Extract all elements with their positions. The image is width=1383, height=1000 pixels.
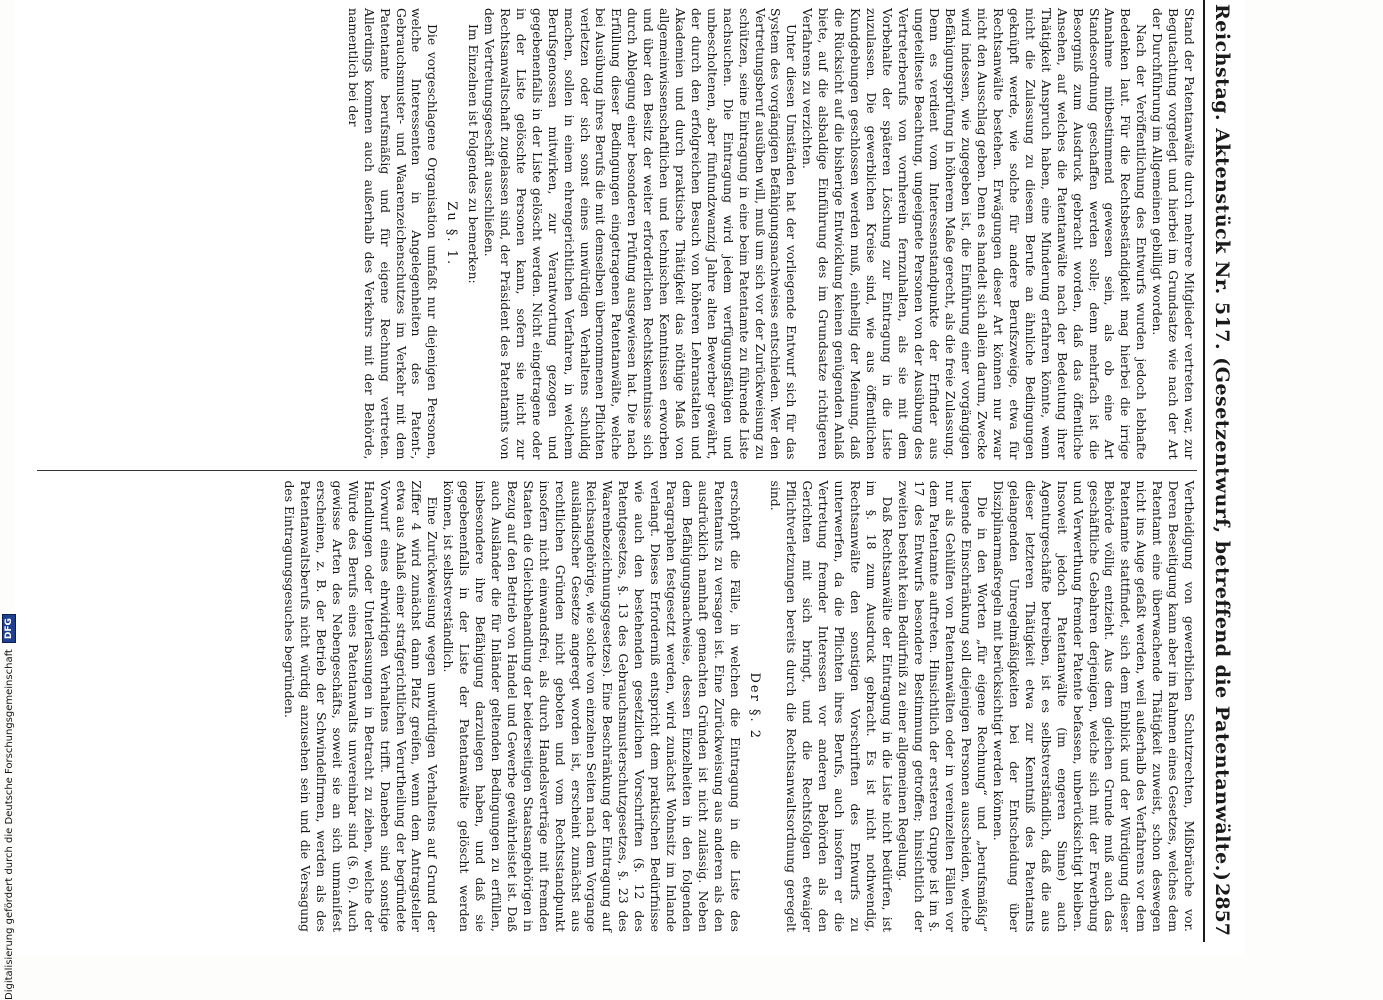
column-left bbox=[37, 0, 1197, 470]
running-title: Reichstag. Aktenstück Nr. 517. (Gesetzentwurf, betreffend die Patentanwälte.) bbox=[1211, 4, 1233, 882]
paragraph: Nach der Veröffentlichung des Entwurfs wurden jedoch lebhafte Bedenken laut. Für die Rechtsbeständigkeit mag hierbei die irrige Annahme mitbestimmend gewesen sein, als ob eine Art Standesordnung geschaffen werden solle; denn mehrfach ist die Besorgniß zum Ausdruck gebracht worden, daß das öffentliche Ansehen, auf welches die Patentanwälte nach der Bedeutung ihrer Thätigkeit Anspruch haben, eine Minderung erfahren könnte, wenn nicht die Zulassung zu diesem Berufe an ähnliche Bedingungen geknüpft werde, wie solche für andere Berufszweige, etwa für Rechtsanwälte bestehen. Erwägungen dieser Art können nur zwar nicht den Ausschlag geben. Denn es handelt sich allein darum, Zwecke wird indessen, wie zugegeben ist, die Einführung einer vorgängigen Befähigungsprüfung in höherem Maße gerecht, als die freie Zulassung. Denn es verdient vom Interessenstandpunkte der Erfinder aus ungeteilteste Beachtung, ungeeignete Personen von der Ausübung des Vertreterberufs von vornherein fernzuhalten, als sie mit dem Vorbehalte der späteren Löschung zur Eintragung in die Liste zuzulassen. Die gewerblichen Kreise sind, wie aus öffentlichen Kundgebungen geschlossen werden muß, einhellig der Meinung, daß die Rücksicht auf die bisherige Entwicklung keinen genügenden Anlaß biete, auf die alsbaldige Einführung des im Grundsatze richtigeren Verfahrens zu verzichten. bbox=[800, 8, 1150, 460]
dfg-logo-icon: DFG bbox=[2, 614, 16, 643]
digitization-credit bbox=[2, 614, 16, 1000]
section-intro: Im Einzelnen ist Folgendes zu bemerken: bbox=[466, 24, 482, 284]
credit-text: Digitalisierung gefördert durch die Deutsche Forschungsgemeinschaft bbox=[3, 649, 15, 1000]
page-header bbox=[1203, 0, 1233, 942]
paragraph: erschöpft die Fälle, in welchen die Eintragung in die Liste des Patentamts zu versagen ist. Eine Zurückweisung aus anderen als den ausdrücklich namhaft gemachten Gründen ist nicht zulässig. Neben dem Befähigungsnachweise, dessen Einzelheiten in den folgenden Paragraphen festgesetzt werden, wird zunächst Wohnsitz im Inlande verlangt. Dieses Erforderniß entspricht dem praktischen Bedürfnisse wie auch den bestehenden gesetzlichen Vorschriften (§. 12 des Patentgesetzes, §. 13 des Gebrauchsmusterschutzgesetzes, §. 23 des Waarenbezeichnungsgesetzes). Eine Beschränkung der Eintragung auf Reichsangehörige, wie solche von einzelnen Seiten nach dem Vorgange ausländischer Gesetze angeregt worden ist, erscheint zunächst aus rechtlichen Gründen nicht geboten und vom Rechtsstandpunkt insofern nicht einwandsfrei, als durch Handelsverträge mit fremden Staaten die Gleichbehandlung der beiderseitigen Staatsangehörigen in Bezug auf den Betrieb von Handel und Gewerbe gewährleistet ist. Daß auch Ausländer die für Inländer geltenden Bedingungen zu erfüllen, insbesondere ihre Befähigung darzulegen haben, und daß sie gegebenenfalls in der Liste der Patentanwälte gelöscht werden können, ist selbstverständlich. bbox=[441, 480, 743, 932]
section-heading: Zu §. 1. bbox=[444, 201, 460, 267]
paragraph: Vertheidigung von gewerblichen Schutzrechten, Mißbräuche vor. Deren Beseitigung kann aber im Rahmen eines Gesetzes, welches dem Patentamt eine überwachende Thätigkeit zuweist, schon deswegen nicht ins Auge gefaßt werden, weil außerhalb des Verfahrens vor dem Patentamte stattfindet, sich dem Einblick und der Würdigung dieser Behörde völlig entzieht. Aus dem gleichen Grunde muß auch das geschäftliche Gebahren derjenigen, welche sich mit der Erwerbung und Verwerthung fremder Patente befassen, unberücksichtigt bleiben. Insoweit jedoch Patentanwälte (im engeren Sinne) auch Agenturgeschäfte betreiben, ist es selbstverständlich, daß die aus dieser letzteren Thätigkeit etwa zur Kenntniß des Patentamts gelangenden Unregelmäßigkeiten bei der Entscheidung über Disziplinarmaßregeln mit berücksichtigt werden können. bbox=[991, 480, 1197, 932]
paragraph: Daß Rechtsanwälte der Eintragung in die Liste nicht bedürfen, ist im §. 18 zum Ausdruck gebracht. Es ist nicht nothwendig, Rechtsanwälte den sonstigen Vorschriften des Entwurfs zu unterwerfen, da die Pflichten ihres Berufs, auch insofern er die Vertretung fremder Interessen vor anderen Behörden als den Gerichten mit sich bringt, und die Rechtsfolgen etwaiger Pflichtverletzungen bereits durch die Rechtsanwaltsordnung geregelt sind. bbox=[768, 480, 895, 932]
two-column-body bbox=[37, 0, 1197, 942]
section-heading: Der §. 2 bbox=[746, 672, 762, 740]
paragraph: Unter diesen Umständen hat der vorliegende Entwurf sich für das System des vorgängigen Befähigungsnachweises entschieden. Wer den Vertretungsberuf ausüben will, muß um sich vor der Zurückweisung zu schützen, seine Eintragung in eine beim Patentamte zu führende Liste nachsuchen. Die Eintragung wird jedem verfügungsfähigen und unbescholtenen, aber fünfundzwanzig Jahre alten Bewerber gewährt, der durch den erfolgreichen Besuch von höheren Lehranstalten und Akademien und durch praktische Thätigkeit das nöthige Maß von allgemeinwissenschaftlichen und technischen Kenntnissen erworben und über den Besitz der weiter erforderlichen Rechtskenntnisse sich durch Ablegung einer besonderen Prüfung ausgewiesen hat. Die nach Erfüllung dieser Bedingungen eingetragenen Patentanwälte, welche bei Ausübung ihres Berufs die mit demselben übernommenen Pflichten verletzen oder sich sonst eines unwürdigen Verhaltens schuldig machen, sollen in einem ehrengerichtlichen Verfahren, in welchem Berufsgenossen mitwirken, zur Verantwortung gezogen und gegebenenfalls in der Liste gelöscht werden. Nicht eingetragene oder in der Liste gelöschte Personen kann, sofern sie nicht zur Rechtsanwaltschaft zugelassen sind, der Präsident des Patentamts von dem Vertretungsgeschäft ausschließen. bbox=[482, 8, 800, 460]
printed-page bbox=[15, 0, 1245, 956]
paragraph: Eine Zurückweisung wegen unwürdigen Verhaltens auf Grund der Ziffer 4 wird zunächst dann Platz greifen, wenn dem Antragsteller etwa aus Anlaß einer strafgerichtlichen Verurtheilung der begründete Vorwurf eines ehrwidrigen Verhaltens trifft. Daneben sind sonstige Handlungen oder Unterlassungen in Betracht zu ziehen, welche der Würde des Berufs eines Patentanwalts unvereinbar sind (§. 6). Auch gewisse Arten des Nebengeschäfts, soweit sie an sich unmanifest erscheinen, z. B. der Betrieb der Schwindelfirmen, werden als des Patentanwaltsberufs nicht würdig anzusehen sein und die Versagung des Eintragungsgesuches begründen. bbox=[282, 480, 441, 932]
paragraph: Die vorgeschlagene Organisation umfaßt nur diejenigen Personen, welche Interessenten in Angelegenheiten des Patent-, Gebrauchsmuster- und Waarenzeichenschutzes im Verkehr mit dem Patentamte berufsmäßig und für eigene Rechnung vertreten. Allerdings kommen auch außerhalb des Verkehrs mit der Behörde, namentlich bei der bbox=[345, 8, 441, 460]
page-number: 2857 bbox=[1211, 883, 1233, 936]
column-right bbox=[37, 471, 1197, 943]
paragraph: Stand der Patentanwälte durch mehrere Mitglieder vertreten war, zur Begutachtung vorgelegt und hierbei im Grundsatze wie nach der Art der Durchführung im Allgemeinen gebilligt worden. bbox=[1150, 8, 1197, 460]
paragraph: Die in den Worten „für eigene Rechnung“ und „berufsmäßig“ liegende Einschränkung soll diejenigen Personen ausscheiden, welche nur als Gehülfen von Patentanwälten oder in vereinzelten Fällen vor dem Patentamte auftreten. Hinsichtlich der ersteren Gruppe ist im §. 17 des Entwurfs besondere Bestimmung getroffen; hinsichtlich der zweiten besteht kein Bedürfniß zu einer allgemeinen Regelung. bbox=[895, 480, 991, 932]
